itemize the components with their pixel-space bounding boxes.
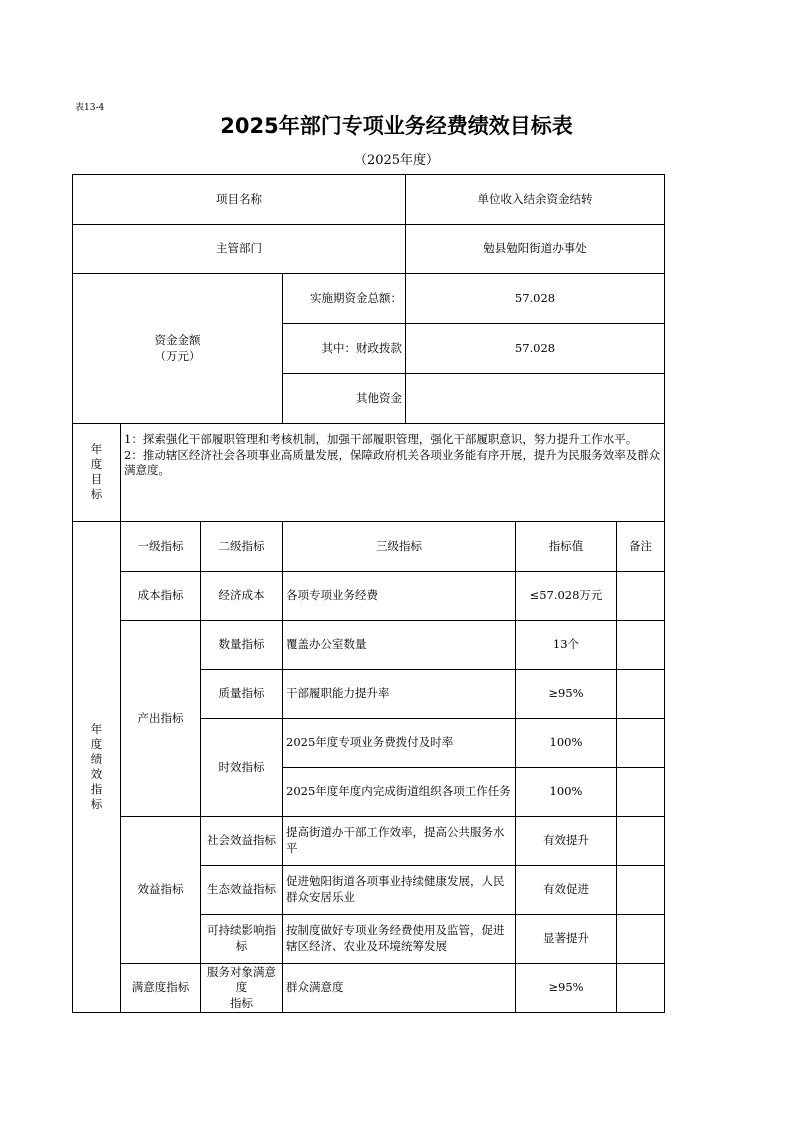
social-note	[617, 817, 665, 866]
quantity-value: 13个	[516, 621, 617, 670]
quality-level2: 质量指标	[201, 670, 283, 719]
annual-goal-label-cell	[73, 424, 121, 522]
quality-note	[617, 670, 665, 719]
fiscal-funds-label: 其中：财政拨款	[283, 324, 406, 374]
satisfaction-level2: 服务对象满意度 指标	[201, 964, 283, 1013]
cost-note	[617, 572, 665, 621]
timeliness-row2-level3: 2025年度年度内完成街道组织各项工作任务	[283, 768, 516, 817]
other-funds-value	[406, 374, 665, 424]
annual-goal-label: 年度目标	[90, 442, 103, 502]
output-level1: 产出指标	[121, 621, 201, 817]
header-note: 备注	[617, 522, 665, 572]
ecological-note	[617, 866, 665, 915]
sustainable-value: 显著提升	[516, 915, 617, 964]
funds-label: 资金金额 （万元）	[73, 274, 283, 424]
quality-value: ≥95%	[516, 670, 617, 719]
satisfaction-level1: 满意度指标	[121, 964, 201, 1013]
sustainable-note	[617, 915, 665, 964]
department-value: 勉县勉阳街道办事处	[406, 225, 665, 274]
ecological-level2: 生态效益指标	[201, 866, 283, 915]
total-funds-value: 57.028	[406, 274, 665, 324]
indicators-label-cell	[73, 522, 121, 1013]
cost-value: ≤57.028万元	[516, 572, 617, 621]
social-value: 有效提升	[516, 817, 617, 866]
department-label: 主管部门	[73, 225, 406, 274]
performance-target-table	[72, 174, 665, 1013]
project-name-label: 项目名称	[73, 175, 406, 225]
project-name-value: 单位收入结余资金结转	[406, 175, 665, 225]
header-value: 指标值	[516, 522, 617, 572]
other-funds-label: 其他资金	[283, 374, 406, 424]
document-reference: 表13-4	[75, 103, 105, 113]
cost-level2: 经济成本	[201, 572, 283, 621]
sustainable-level2: 可持续影响指标	[201, 915, 283, 964]
ecological-value: 有效促进	[516, 866, 617, 915]
ecological-level3: 促进勉阳街道各项事业持续健康发展，人民群众安居乐业	[283, 866, 516, 915]
quantity-level3: 覆盖办公室数量	[283, 621, 516, 670]
header-level3: 三级指标	[283, 522, 516, 572]
social-level3: 提高街道办干部工作效率，提高公共服务水平	[283, 817, 516, 866]
timeliness-row1-note	[617, 719, 665, 768]
quality-level3: 干部履职能力提升率	[283, 670, 516, 719]
satisfaction-level3: 群众满意度	[283, 964, 516, 1013]
timeliness-row2-note	[617, 768, 665, 817]
social-level2: 社会效益指标	[201, 817, 283, 866]
cost-level3: 各项专项业务经费	[283, 572, 516, 621]
timeliness-level2: 时效指标	[201, 719, 283, 817]
satisfaction-value: ≥95%	[516, 964, 617, 1013]
year-label: （2025年度）	[353, 153, 440, 168]
total-funds-label: 实施期资金总额：	[283, 274, 406, 324]
satisfaction-note	[617, 964, 665, 1013]
quantity-level2: 数量指标	[201, 621, 283, 670]
timeliness-row2-value: 100%	[516, 768, 617, 817]
benefit-level1: 效益指标	[121, 817, 201, 964]
timeliness-row1-value: 100%	[516, 719, 617, 768]
cost-level1: 成本指标	[121, 572, 201, 621]
header-level1: 一级指标	[121, 522, 201, 572]
header-level2: 二级指标	[201, 522, 283, 572]
quantity-note	[617, 621, 665, 670]
page-title: 2025年部门专项业务经费绩效目标表	[220, 114, 573, 138]
fiscal-funds-value: 57.028	[406, 324, 665, 374]
timeliness-row1-level3: 2025年度专项业务费拨付及时率	[283, 719, 516, 768]
sustainable-level3: 按制度做好专项业务经费使用及监管，促进辖区经济、农业及环境统筹发展	[283, 915, 516, 964]
indicators-label: 年度绩效指标	[90, 721, 103, 811]
annual-goal-text: 1：探索强化干部履职管理和考核机制，加强干部履职管理，强化干部履职意识，努力提升工作水平。 2：推动辖区经济社会各项事业高质量发展，保障政府机关各项业务能有序开展，提升为民服务效率及群众满意度。	[121, 424, 665, 522]
